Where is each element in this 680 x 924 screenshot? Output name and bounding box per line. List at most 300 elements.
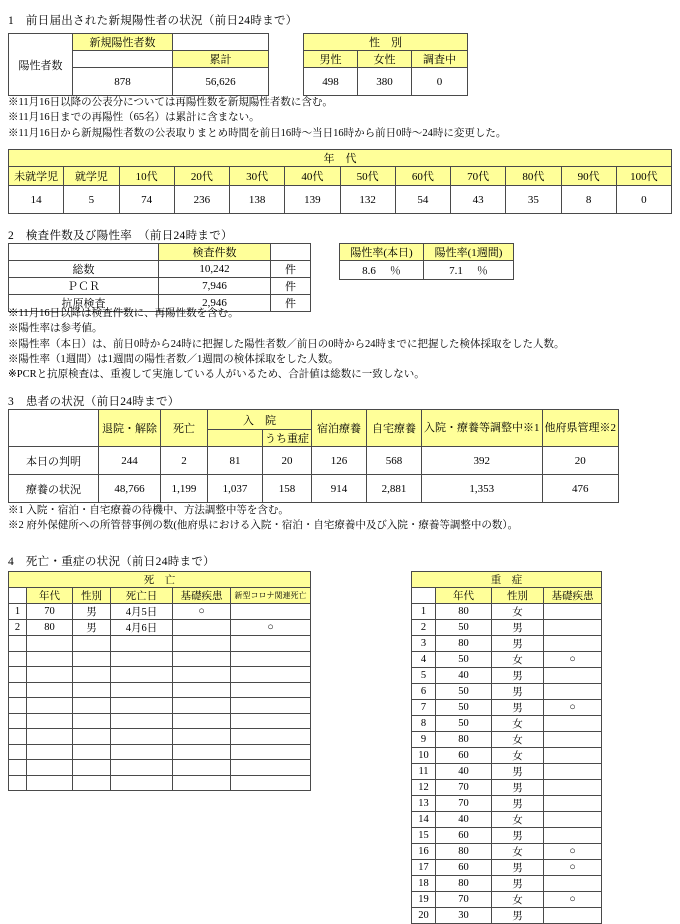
table-cell	[111, 682, 173, 698]
column-header: 20代	[174, 167, 229, 186]
table-row	[9, 760, 311, 776]
table-cell: 15	[412, 828, 436, 844]
table-cell	[9, 775, 27, 791]
table-cell: 男	[73, 604, 111, 620]
percent-sign: ％	[389, 265, 401, 277]
table-row	[412, 828, 602, 844]
table-row	[9, 410, 619, 430]
table-cell: 5	[412, 668, 436, 684]
table-row	[412, 876, 602, 892]
table-cell	[173, 636, 231, 652]
patients-value: 81	[208, 447, 263, 475]
age-value: 74	[119, 186, 174, 214]
column-header: うち重症	[263, 430, 312, 447]
table-cell: 10	[412, 748, 436, 764]
positivity-rate-table	[339, 243, 514, 280]
section1-tables	[8, 33, 468, 96]
age-value: 43	[451, 186, 506, 214]
table-cell	[544, 764, 602, 780]
age-value: 5	[64, 186, 119, 214]
table-row	[9, 713, 311, 729]
table-row	[9, 186, 672, 214]
table-cell	[544, 716, 602, 732]
gender-value: 0	[412, 68, 468, 96]
table-row	[412, 572, 602, 588]
section3-notes	[8, 503, 518, 534]
table-cell: 70	[436, 892, 492, 908]
age-value: 14	[9, 186, 64, 214]
table-cell: 60	[436, 828, 492, 844]
table-row	[9, 667, 311, 683]
table-row	[9, 682, 311, 698]
rate-today-cell	[340, 261, 424, 280]
unit-label: 件	[271, 278, 311, 295]
table-cell	[544, 828, 602, 844]
column-header: 陽性率(本日)	[340, 244, 424, 261]
blank-cell	[73, 51, 173, 68]
table-cell: 7	[412, 700, 436, 716]
age-value: 138	[230, 186, 285, 214]
table-cell	[73, 744, 111, 760]
table-cell: 男	[492, 764, 544, 780]
table-cell	[73, 729, 111, 745]
table-cell: 40	[436, 668, 492, 684]
table-cell	[231, 682, 311, 698]
patients-row-label: 療養の状況	[9, 475, 99, 503]
table-cell	[27, 636, 73, 652]
age-value: 132	[340, 186, 395, 214]
table-cell: 4	[412, 652, 436, 668]
section1-age-block	[8, 149, 672, 214]
test-row-label: 総数	[9, 261, 159, 278]
table-cell	[27, 744, 73, 760]
table-cell	[173, 729, 231, 745]
section2-tables	[8, 243, 514, 312]
table-cell: 2	[9, 620, 27, 636]
table-row	[412, 780, 602, 796]
table-cell	[9, 744, 27, 760]
column-header: 就学児	[64, 167, 119, 186]
table-cell: ○	[544, 652, 602, 668]
table-cell: 17	[412, 860, 436, 876]
table-cell	[111, 651, 173, 667]
table-row	[9, 744, 311, 760]
table-cell	[111, 636, 173, 652]
patients-value: 568	[367, 447, 422, 475]
table-cell: 6	[412, 684, 436, 700]
note-line: ※PCRと抗原検査は、重複して実施している人がいるため、合計値は総数に一致しない。	[8, 369, 425, 381]
new-positives-table	[8, 33, 269, 96]
table-row	[9, 698, 311, 714]
table-cell	[231, 667, 311, 683]
table-cell: 1	[412, 604, 436, 620]
column-header: 60代	[395, 167, 450, 186]
corner-cell	[412, 588, 436, 604]
table-cell: 80	[436, 732, 492, 748]
table-cell: 80	[436, 876, 492, 892]
table-cell: 30	[436, 908, 492, 924]
test-row-value: 7,946	[159, 278, 271, 295]
table-row	[9, 588, 311, 604]
column-header: 30代	[230, 167, 285, 186]
table-row	[412, 812, 602, 828]
column-header: 自宅療養	[367, 410, 422, 447]
table-cell: 16	[412, 844, 436, 860]
table-cell	[231, 636, 311, 652]
table-cell: 2	[412, 620, 436, 636]
column-header: 入院・療養等調整中※1	[422, 410, 543, 447]
table-cell	[73, 682, 111, 698]
table-cell	[544, 620, 602, 636]
table-row	[9, 244, 311, 261]
patients-value: 20	[263, 447, 312, 475]
age-value: 8	[561, 186, 616, 214]
table-cell	[9, 636, 27, 652]
table-cell: 80	[27, 620, 73, 636]
table-cell	[9, 667, 27, 683]
table-cell: 男	[492, 780, 544, 796]
table-row	[9, 636, 311, 652]
table-cell	[231, 760, 311, 776]
table-cell: 18	[412, 876, 436, 892]
column-header: 80代	[506, 167, 561, 186]
table-cell	[231, 744, 311, 760]
table-cell	[173, 760, 231, 776]
table-cell	[231, 775, 311, 791]
table-cell	[111, 744, 173, 760]
table-cell	[9, 729, 27, 745]
gender-table	[303, 33, 468, 96]
table-cell: ○	[544, 892, 602, 908]
table-cell	[173, 620, 231, 636]
table-cell	[173, 744, 231, 760]
rate-today-value: 8.6	[362, 265, 376, 277]
rate-week-value: 7.1	[449, 265, 463, 277]
gender-header: 性 別	[304, 34, 468, 51]
column-header: 死亡日	[111, 588, 173, 604]
table-cell: 60	[436, 860, 492, 876]
table-cell	[173, 651, 231, 667]
severe-cases-table	[411, 571, 602, 924]
table-cell	[27, 682, 73, 698]
table-cell	[231, 604, 311, 620]
table-cell	[544, 908, 602, 924]
patients-value: 392	[422, 447, 543, 475]
section3-table-block	[8, 409, 619, 503]
age-value: 0	[616, 186, 671, 214]
table-cell	[544, 796, 602, 812]
table-cell: 80	[436, 604, 492, 620]
table-cell: 女	[492, 812, 544, 828]
table-cell: 14	[412, 812, 436, 828]
rate-week-cell	[424, 261, 514, 280]
table-cell	[544, 748, 602, 764]
table-row	[412, 892, 602, 908]
table-cell: 女	[492, 652, 544, 668]
table-cell: 男	[73, 620, 111, 636]
column-header: 性別	[73, 588, 111, 604]
column-header: 死亡	[161, 410, 208, 447]
table-cell: ○	[544, 700, 602, 716]
patients-value: 914	[312, 475, 367, 503]
table-cell: 50	[436, 700, 492, 716]
table-cell	[544, 876, 602, 892]
table-cell: 12	[412, 780, 436, 796]
severe-header: 重 症	[412, 572, 602, 588]
table-cell	[73, 651, 111, 667]
table-cell	[27, 760, 73, 776]
column-header: 基礎疾患	[544, 588, 602, 604]
table-row	[9, 620, 311, 636]
table-row	[412, 636, 602, 652]
column-header: 男性	[304, 51, 358, 68]
age-value: 236	[174, 186, 229, 214]
deaths-header: 死 亡	[9, 572, 311, 588]
table-cell	[544, 604, 602, 620]
table-cell: 男	[492, 860, 544, 876]
table-cell: 男	[492, 876, 544, 892]
column-header: 入 院	[208, 410, 312, 430]
table-row	[9, 572, 311, 588]
table-row	[412, 716, 602, 732]
column-header: 性別	[492, 588, 544, 604]
patients-value: 20	[542, 447, 619, 475]
patients-value: 1,353	[422, 475, 543, 503]
table-cell	[231, 651, 311, 667]
table-cell	[231, 713, 311, 729]
cumulative-positives-value: 56,626	[173, 68, 269, 96]
note-line: ※1 入院・宿泊・自宅療養の待機中、方法調整中等を含む。	[8, 505, 289, 516]
table-row	[412, 860, 602, 876]
patients-value: 2,881	[367, 475, 422, 503]
note-line: ※陽性率（1週間）は1週間の陽性者数／1週間の検体採取をした人数。	[8, 353, 339, 365]
column-header: 未就学児	[9, 167, 64, 186]
blank-cell	[9, 244, 159, 261]
test-row-label: ＰＣＲ	[9, 278, 159, 295]
table-cell: 男	[492, 828, 544, 844]
note-line: ※11月16日から新規陽性者数の公表取りまとめ時間を前日16時～当日16時から前日0時～24時に変更した。	[8, 127, 507, 139]
table-cell: 80	[436, 636, 492, 652]
table-row	[9, 34, 269, 51]
table-cell	[9, 698, 27, 714]
column-header: 100代	[616, 167, 671, 186]
column-header: 50代	[340, 167, 395, 186]
test-row-label: 抗原検査	[9, 295, 159, 312]
table-cell	[111, 698, 173, 714]
table-cell: 70	[436, 780, 492, 796]
table-row	[412, 652, 602, 668]
note-line: ※11月16日以降の公表分については再陽性数を新規陽性者数に含む。	[8, 97, 333, 108]
table-cell	[544, 636, 602, 652]
unit-label: 件	[271, 261, 311, 278]
table-cell	[27, 651, 73, 667]
table-cell	[73, 760, 111, 776]
note-line: ※2 府外保健所への所管替事例の数(他府県における入院・宿泊・自宅療養中及び入院・療養等調整中の数）。	[8, 520, 519, 532]
percent-sign: ％	[476, 265, 488, 277]
column-header: 年代	[436, 588, 492, 604]
patients-value: 1,037	[208, 475, 263, 503]
blank-cell	[173, 34, 269, 51]
table-cell: 8	[412, 716, 436, 732]
table-row	[304, 68, 468, 96]
deaths-table-body	[9, 604, 311, 791]
section4-title: 4 死亡・重症の状況（前日24時まで）	[8, 556, 215, 568]
age-header: 年 代	[9, 150, 672, 167]
patients-value: 1,199	[161, 475, 208, 503]
column-header: 他府県管理※2	[542, 410, 619, 447]
table-cell: 40	[436, 812, 492, 828]
table-cell	[111, 713, 173, 729]
patients-row-label: 本日の判明	[9, 447, 99, 475]
column-header: 40代	[285, 167, 340, 186]
table-cell: 女	[492, 844, 544, 860]
positives-row-label: 陽性者数	[9, 34, 73, 96]
age-value: 139	[285, 186, 340, 214]
table-row	[9, 729, 311, 745]
table-row	[412, 908, 602, 924]
patients-value: 158	[263, 475, 312, 503]
table-cell: 男	[492, 668, 544, 684]
table-cell	[73, 698, 111, 714]
table-cell	[173, 667, 231, 683]
table-row	[412, 604, 602, 620]
section2-title: 2 検査件数及び陽性率 （前日24時まで）	[8, 230, 233, 242]
corner-cell	[9, 410, 99, 447]
test-counts-table	[8, 243, 311, 312]
table-row	[412, 796, 602, 812]
table-cell: 男	[492, 636, 544, 652]
table-cell: 9	[412, 732, 436, 748]
table-cell: 男	[492, 620, 544, 636]
age-value: 54	[395, 186, 450, 214]
column-header: 70代	[451, 167, 506, 186]
unit-label: 件	[271, 295, 311, 312]
table-cell	[544, 684, 602, 700]
section1-title: 1 前日届出された新規陽性者の状況（前日24時まで）	[8, 15, 298, 27]
table-cell: 50	[436, 620, 492, 636]
age-value: 35	[506, 186, 561, 214]
patients-value: 476	[542, 475, 619, 503]
table-cell	[111, 760, 173, 776]
table-cell: 80	[436, 844, 492, 860]
table-cell: 男	[492, 908, 544, 924]
table-cell: 13	[412, 796, 436, 812]
column-header: 調査中	[412, 51, 468, 68]
note-line: ※陽性率は参考値。	[8, 323, 103, 335]
table-cell	[27, 667, 73, 683]
table-row	[340, 261, 514, 280]
test-counts-header: 検査件数	[159, 244, 271, 261]
table-cell: 男	[492, 700, 544, 716]
table-cell	[73, 775, 111, 791]
note-line: ※陽性率（本日）は、前日0時から24時に把握した陽性者数／前日の0時から24時までに把握した検体採取をした人数。	[8, 338, 565, 350]
section2-notes	[8, 306, 565, 382]
column-header: 女性	[358, 51, 412, 68]
table-cell: 男	[492, 684, 544, 700]
table-cell	[111, 729, 173, 745]
table-cell: ○	[173, 604, 231, 620]
table-row	[9, 167, 672, 186]
column-header: 新型コロナ関連死亡	[231, 588, 311, 604]
table-cell: ○	[544, 844, 602, 860]
table-cell: 50	[436, 684, 492, 700]
note-line: ※11月16日以降は検査件数に、再陽性数を含む。	[8, 308, 239, 319]
table-row	[9, 604, 311, 620]
table-row	[9, 775, 311, 791]
table-cell	[9, 713, 27, 729]
table-cell: 40	[436, 764, 492, 780]
column-header: 10代	[119, 167, 174, 186]
table-row	[9, 278, 311, 295]
table-cell	[27, 713, 73, 729]
table-row	[304, 51, 468, 68]
table-cell	[544, 812, 602, 828]
blank-cell	[208, 430, 263, 447]
column-header: 退院・解除	[99, 410, 161, 447]
new-positives-value: 878	[73, 68, 173, 96]
table-row	[412, 748, 602, 764]
table-cell: 3	[412, 636, 436, 652]
table-row	[340, 244, 514, 261]
table-cell: 女	[492, 892, 544, 908]
table-cell	[111, 775, 173, 791]
table-cell: 20	[412, 908, 436, 924]
column-header: 陽性率(1週間)	[424, 244, 514, 261]
test-row-value: 2,946	[159, 295, 271, 312]
table-cell	[173, 713, 231, 729]
table-cell: 70	[436, 796, 492, 812]
table-cell: ○	[231, 620, 311, 636]
blank-cell	[271, 244, 311, 261]
section4-tables	[8, 571, 602, 924]
patients-value: 2	[161, 447, 208, 475]
table-cell: 11	[412, 764, 436, 780]
table-cell	[544, 780, 602, 796]
table-cell	[231, 698, 311, 714]
table-cell	[111, 667, 173, 683]
table-cell: 4月5日	[111, 604, 173, 620]
table-cell	[9, 682, 27, 698]
table-cell	[27, 698, 73, 714]
table-cell: 60	[436, 748, 492, 764]
table-row	[9, 150, 672, 167]
column-header: 年代	[27, 588, 73, 604]
table-cell	[173, 698, 231, 714]
patients-value: 126	[312, 447, 367, 475]
table-row	[412, 732, 602, 748]
table-row	[412, 844, 602, 860]
table-cell: 1	[9, 604, 27, 620]
table-row	[9, 651, 311, 667]
table-row	[412, 588, 602, 604]
table-cell	[73, 636, 111, 652]
table-cell: 70	[27, 604, 73, 620]
severe-table-body	[412, 604, 602, 924]
table-cell: 男	[492, 796, 544, 812]
corner-cell	[9, 588, 27, 604]
test-row-value: 10,242	[159, 261, 271, 278]
table-cell	[9, 651, 27, 667]
table-cell: 女	[492, 604, 544, 620]
table-cell	[9, 760, 27, 776]
table-cell: 女	[492, 732, 544, 748]
section1-notes	[8, 95, 506, 141]
table-cell: 女	[492, 748, 544, 764]
gender-value: 380	[358, 68, 412, 96]
table-row	[412, 764, 602, 780]
table-cell: 4月6日	[111, 620, 173, 636]
table-row	[412, 620, 602, 636]
